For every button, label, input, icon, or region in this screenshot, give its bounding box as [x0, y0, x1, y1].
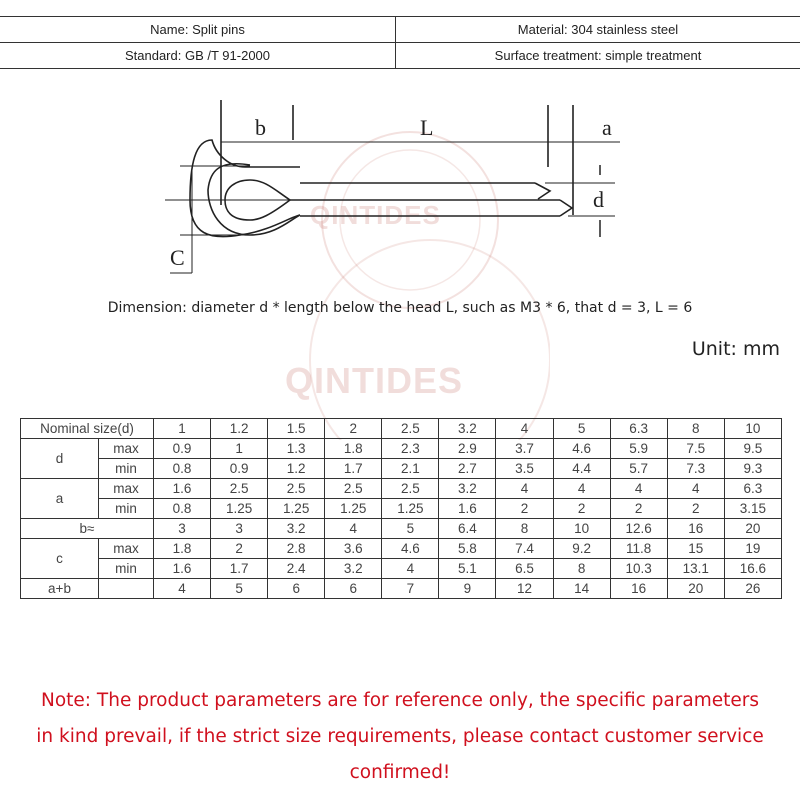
table-cell: 16	[610, 579, 667, 599]
table-cell: 0.8	[154, 499, 211, 519]
empty-cell	[99, 579, 154, 599]
row-group-label: b≈	[21, 519, 154, 539]
table-cell: 0.8	[154, 459, 211, 479]
row-group-label: a+b	[21, 579, 99, 599]
table-cell: 7.4	[496, 539, 553, 559]
table-cell: 2.5	[268, 479, 325, 499]
table-cell: 1.25	[211, 499, 268, 519]
table-cell: 1.25	[382, 499, 439, 519]
table-cell: 1.6	[439, 499, 496, 519]
table-cell: 20	[724, 519, 781, 539]
table-cell: 12	[496, 579, 553, 599]
table-cell: 2	[211, 539, 268, 559]
table-cell: 9	[439, 579, 496, 599]
table-cell: 10	[553, 519, 610, 539]
table-cell: 6.5	[496, 559, 553, 579]
table-cell: 6.3	[724, 479, 781, 499]
table-cell: 8	[496, 519, 553, 539]
table-cell: 3.2	[439, 479, 496, 499]
table-cell: 1	[211, 439, 268, 459]
label-c: C	[170, 245, 185, 270]
table-cell: 6	[325, 579, 382, 599]
table-cell: 3.6	[325, 539, 382, 559]
watermark-brand-bottom: QINTIDES	[285, 360, 464, 401]
table-cell: 8	[667, 419, 724, 439]
table-cell: 5.1	[439, 559, 496, 579]
table-cell: 2	[325, 419, 382, 439]
table-cell: 3.15	[724, 499, 781, 519]
table-cell: 3	[154, 519, 211, 539]
table-cell: 16	[667, 519, 724, 539]
table-cell: 15	[667, 539, 724, 559]
table-cell: 5.8	[439, 539, 496, 559]
table-cell: 2.8	[268, 539, 325, 559]
table-row	[21, 559, 782, 579]
row-sub-label: max	[99, 439, 154, 459]
watermark-brand-top: QINTIDES	[310, 200, 441, 230]
table-cell: 6.3	[610, 419, 667, 439]
label-b: b	[255, 115, 266, 140]
table-cell: 0.9	[211, 459, 268, 479]
row-sub-label: max	[99, 539, 154, 559]
product-standard: Standard: GB /T 91-2000	[0, 43, 396, 69]
product-name: Name: Split pins	[0, 17, 396, 43]
row-sub-label: min	[99, 559, 154, 579]
table-cell: 1.2	[268, 459, 325, 479]
dimension-explanation: Dimension: diameter d * length below the head L, such as M3 * 6, that d = 3, L = 6	[107, 300, 693, 316]
table-cell: 4.4	[553, 459, 610, 479]
table-cell: 16.6	[724, 559, 781, 579]
table-cell: 3	[211, 519, 268, 539]
table-cell: 4	[496, 479, 553, 499]
table-cell: 2	[667, 499, 724, 519]
table-cell: 1.6	[154, 479, 211, 499]
table-cell: 1.6	[154, 559, 211, 579]
table-cell: 5	[382, 519, 439, 539]
table-cell: 4	[496, 419, 553, 439]
table-cell: 9.3	[724, 459, 781, 479]
table-cell: 2.5	[382, 479, 439, 499]
row-sub-label: max	[99, 479, 154, 499]
table-cell: 1.7	[211, 559, 268, 579]
table-cell: 6.4	[439, 519, 496, 539]
table-cell: 2.3	[382, 439, 439, 459]
table-cell: 2.5	[382, 419, 439, 439]
table-row	[21, 579, 782, 599]
table-row	[21, 499, 782, 519]
nominal-size-label: Nominal size(d)	[21, 419, 154, 439]
table-cell: 9.2	[553, 539, 610, 559]
table-cell: 0.9	[154, 439, 211, 459]
table-cell: 2.9	[439, 439, 496, 459]
table-row	[21, 439, 782, 459]
table-cell: 19	[724, 539, 781, 559]
row-sub-label: min	[99, 499, 154, 519]
label-d: d	[593, 187, 604, 212]
table-cell: 4.6	[382, 539, 439, 559]
table-cell: 11.8	[610, 539, 667, 559]
table-cell: 20	[667, 579, 724, 599]
table-cell: 4	[325, 519, 382, 539]
table-cell: 7.3	[667, 459, 724, 479]
table-cell: 2	[496, 499, 553, 519]
note-line-2: in kind prevail, if the strict size requirements, please contact customer service	[36, 726, 764, 747]
table-cell: 4.6	[553, 439, 610, 459]
product-material: Material: 304 stainless steel	[396, 17, 800, 43]
product-surface-treatment: Surface treatment: simple treatment	[396, 43, 800, 69]
table-cell: 12.6	[610, 519, 667, 539]
row-group-label: d	[21, 439, 99, 479]
table-cell: 5	[211, 579, 268, 599]
table-cell: 4	[382, 559, 439, 579]
table-cell: 14	[553, 579, 610, 599]
table-cell: 7.5	[667, 439, 724, 459]
table-cell: 4	[154, 579, 211, 599]
row-group-label: c	[21, 539, 99, 579]
table-cell: 6	[268, 579, 325, 599]
table-cell: 1.3	[268, 439, 325, 459]
table-row	[21, 479, 782, 499]
table-cell: 3.5	[496, 459, 553, 479]
table-cell: 9.5	[724, 439, 781, 459]
table-cell: 4	[667, 479, 724, 499]
table-cell: 5	[553, 419, 610, 439]
row-sub-label: min	[99, 459, 154, 479]
table-cell: 10	[724, 419, 781, 439]
table-cell: 1.25	[325, 499, 382, 519]
table-row	[21, 539, 782, 559]
table-row	[21, 519, 782, 539]
table-cell: 3.2	[439, 419, 496, 439]
table-cell: 2.4	[268, 559, 325, 579]
table-cell: 26	[724, 579, 781, 599]
table-cell: 2.7	[439, 459, 496, 479]
note	[0, 683, 800, 791]
table-header-row	[21, 419, 782, 439]
table-cell: 2.5	[211, 479, 268, 499]
table-cell: 5.7	[610, 459, 667, 479]
label-a: a	[602, 115, 612, 140]
split-pin-drawing-icon	[150, 95, 650, 295]
table-cell: 2	[610, 499, 667, 519]
table-cell: 3.2	[325, 559, 382, 579]
table-cell: 1.5	[268, 419, 325, 439]
table-cell: 4	[610, 479, 667, 499]
label-L: L	[420, 115, 434, 140]
table-row	[21, 459, 782, 479]
table-cell: 13.1	[667, 559, 724, 579]
table-cell: 1.8	[325, 439, 382, 459]
table-cell: 3.7	[496, 439, 553, 459]
table-cell: 1.8	[154, 539, 211, 559]
table-cell: 8	[553, 559, 610, 579]
table-cell: 7	[382, 579, 439, 599]
product-info-table	[0, 16, 800, 69]
note-line-3: confirmed!	[349, 762, 451, 783]
table-cell: 1	[154, 419, 211, 439]
note-line-1: Note: The product parameters are for reference only, the specific parameters	[41, 690, 759, 711]
table-cell: 2.5	[325, 479, 382, 499]
split-pin-diagram	[150, 95, 650, 295]
unit-label: Unit: mm	[691, 338, 780, 360]
table-cell: 3.2	[268, 519, 325, 539]
table-cell: 1.25	[268, 499, 325, 519]
table-cell: 2	[553, 499, 610, 519]
table-cell: 1.2	[211, 419, 268, 439]
table-cell: 5.9	[610, 439, 667, 459]
row-group-label: a	[21, 479, 99, 519]
table-cell: 4	[553, 479, 610, 499]
table-cell: 2.1	[382, 459, 439, 479]
table-cell: 1.7	[325, 459, 382, 479]
spec-table	[20, 418, 782, 599]
table-cell: 10.3	[610, 559, 667, 579]
